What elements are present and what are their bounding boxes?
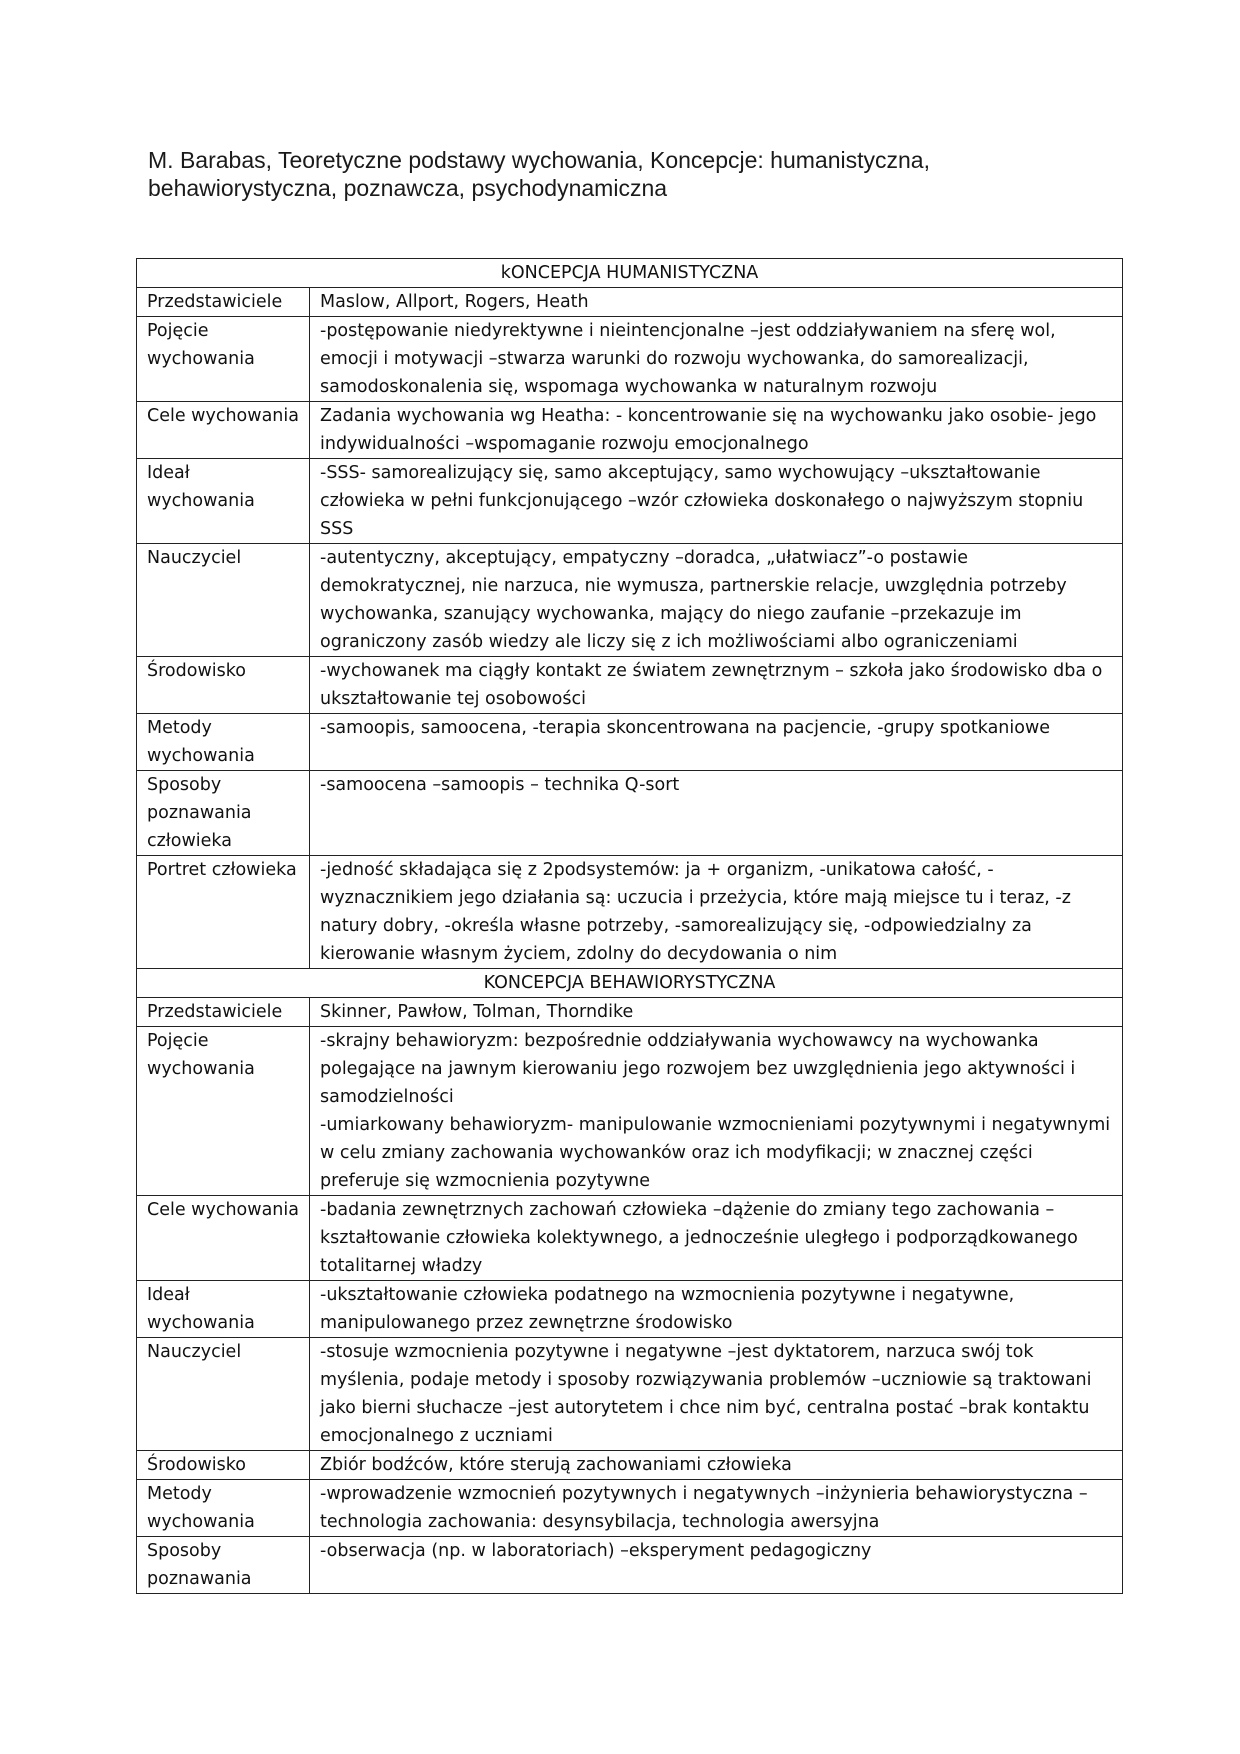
row-value: -wprowadzenie wzmocnień pozytywnych i negatywnych –inżynieria behawiorystyczna –technologia zachowania: desynsybilacja, technologia awersyjna xyxy=(310,1480,1123,1537)
row-label: Nauczyciel xyxy=(137,544,310,657)
section-heading-row xyxy=(137,969,1123,998)
row-value: -wychowanek ma ciągły kontakt ze światem zewnętrznym – szkoła jako środowisko dba o ukształtowanie tej osobowości xyxy=(310,657,1123,714)
table-row xyxy=(137,856,1123,969)
table-row xyxy=(137,714,1123,771)
row-value: -samoopis, samoocena, -terapia skoncentrowana na pacjencie, -grupy spotkaniowe xyxy=(310,714,1123,771)
document-title-line-2: behawiorystyczna, poznawcza, psychodynamiczna xyxy=(148,175,668,201)
table-row xyxy=(137,402,1123,459)
table-row xyxy=(137,771,1123,856)
row-value: -postępowanie niedyrektywne i nieintencjonalne –jest oddziaływaniem na sferę wol, emocji i motywacji –stwarza warunki do rozwoju wychowanka, do samorealizacji, samodoskonalenia się, wspomaga wychowanka w naturalnym rozwoju xyxy=(310,317,1123,402)
row-label: Pojęcie wychowania xyxy=(137,317,310,402)
table-row xyxy=(137,998,1123,1027)
table-row xyxy=(137,1196,1123,1281)
row-label: Sposoby poznawania xyxy=(137,1537,310,1594)
table-row xyxy=(137,1537,1123,1594)
section-heading-humanistic: kONCEPCJA HUMANISTYCZNA xyxy=(137,259,1123,288)
table-row xyxy=(137,317,1123,402)
row-value: -stosuje wzmocnienia pozytywne i negatywne –jest dyktatorem, narzuca swój tok myślenia, podaje metody i sposoby rozwiązywania problemów –uczniowie są traktowani jako bierni słuchacze –jest autorytetem i chce nim być, centralna postać –brak kontaktu emocjonalnego z uczniami xyxy=(310,1338,1123,1451)
table-row xyxy=(137,1338,1123,1451)
row-label: Sposoby poznawania człowieka xyxy=(137,771,310,856)
row-label: Pojęcie wychowania xyxy=(137,1027,310,1196)
table-row xyxy=(137,544,1123,657)
table-row xyxy=(137,1451,1123,1480)
row-value-part-2: -umiarkowany behawioryzm- manipulowanie wzmocnieniami pozytywnymi i negatywnymi w celu zmiany zachowania wychowanków oraz ich modyfikacji; w znacznej części preferuje się wzmocnienia pozytywne xyxy=(320,1115,1111,1191)
row-label: Cele wychowania xyxy=(137,402,310,459)
row-value: Maslow, Allport, Rogers, Heath xyxy=(310,288,1123,317)
row-value: -jedność składająca się z 2podsystemów: ja + organizm, -unikatowa całość, -wyznacznikiem jego działania są: uczucia i przeżycia, które mają miejsce tu i teraz, -z natury dobry, -określa własne potrzeby, -samorealizujący się, -odpowiedzialny za kierowanie własnym życiem, zdolny do decydowania o nim xyxy=(310,856,1123,969)
row-value: -badania zewnętrznych zachowań człowieka –dążenie do zmiany tego zachowania –kształtowanie człowieka kolektywnego, a jednocześnie uległego i podporządkowanego totalitarnej władzy xyxy=(310,1196,1123,1281)
row-value: -obserwacja (np. w laboratoriach) –eksperyment pedagogiczny xyxy=(310,1537,1123,1594)
row-label: Metody wychowania xyxy=(137,1480,310,1537)
row-label: Przedstawiciele xyxy=(137,998,310,1027)
row-label: Portret człowieka xyxy=(137,856,310,969)
table-row xyxy=(137,1281,1123,1338)
concepts-table xyxy=(136,258,1123,1594)
table-row xyxy=(137,1027,1123,1196)
row-value-multi xyxy=(310,1027,1123,1196)
row-label: Metody wychowania xyxy=(137,714,310,771)
row-value: -SSS- samorealizujący się, samo akceptujący, samo wychowujący –ukształtowanie człowieka w pełni funkcjonującego –wzór człowieka doskonałego o najwyższym stopniu SSS xyxy=(310,459,1123,544)
table-row xyxy=(137,459,1123,544)
section-heading-row xyxy=(137,259,1123,288)
row-label: Ideał wychowania xyxy=(137,459,310,544)
row-value: -ukształtowanie człowieka podatnego na wzmocnienia pozytywne i negatywne, manipulowanego przez zewnętrzne środowisko xyxy=(310,1281,1123,1338)
table-row xyxy=(137,288,1123,317)
row-value: -samoocena –samoopis – technika Q-sort xyxy=(310,771,1123,856)
row-value: Zadania wychowania wg Heatha: - koncentrowanie się na wychowanku jako osobie- jego indywidualności –wspomaganie rozwoju emocjonalnego xyxy=(310,402,1123,459)
section-heading-behaviorist: KONCEPCJA BEHAWIORYSTYCZNA xyxy=(137,969,1123,998)
document-title-line-1: M. Barabas, Teoretyczne podstawy wychowania, Koncepcje: humanistyczna, xyxy=(148,147,930,173)
row-label: Środowisko xyxy=(137,1451,310,1480)
row-value: Zbiór bodźców, które sterują zachowaniami człowieka xyxy=(310,1451,1123,1480)
document-title xyxy=(148,146,1088,202)
row-value-part-1: -skrajny behawioryzm: bezpośrednie oddziaływania wychowawcy na wychowanka polegające na jawnym kierowaniu jego rozwojem bez uwzględnienia jego aktywności i samodzielności xyxy=(320,1031,1076,1107)
row-label: Przedstawiciele xyxy=(137,288,310,317)
row-label: Nauczyciel xyxy=(137,1338,310,1451)
row-label: Ideał wychowania xyxy=(137,1281,310,1338)
table-row xyxy=(137,1480,1123,1537)
row-value: Skinner, Pawłow, Tolman, Thorndike xyxy=(310,998,1123,1027)
row-label: Cele wychowania xyxy=(137,1196,310,1281)
table-row xyxy=(137,657,1123,714)
row-value: -autentyczny, akceptujący, empatyczny –doradca, „ułatwiacz”-o postawie demokratycznej, nie narzuca, nie wymusza, partnerskie relacje, uwzględnia potrzeby wychowanka, szanujący wychowanka, mający do niego zaufanie –przekazuje im ograniczony zasób wiedzy ale liczy się z ich możliwościami albo ograniczeniami xyxy=(310,544,1123,657)
row-label: Środowisko xyxy=(137,657,310,714)
